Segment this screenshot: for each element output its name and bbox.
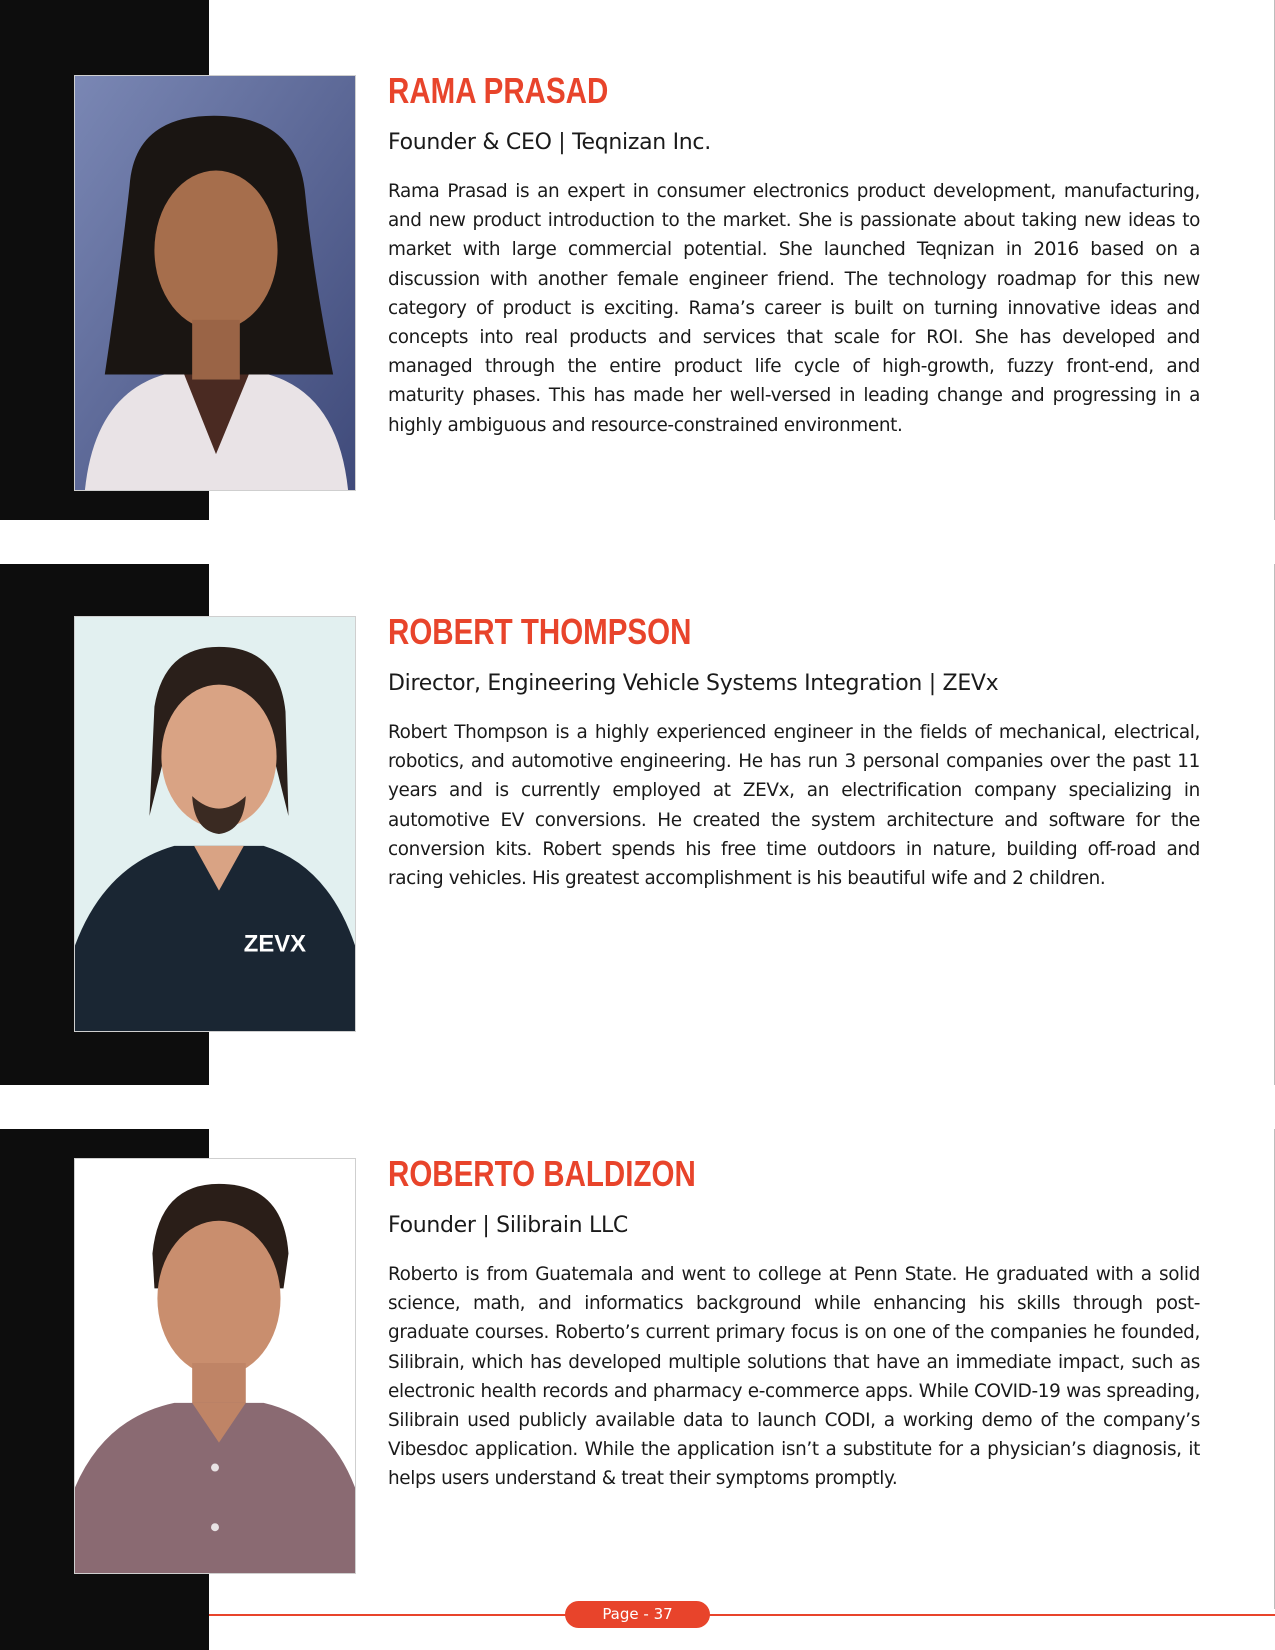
profile-title: Founder & CEO | Teqnizan Inc. bbox=[388, 130, 711, 155]
profile-name: ROBERT THOMPSON bbox=[388, 611, 692, 652]
profile-photo-roberto-baldizon bbox=[74, 1158, 356, 1574]
profile-3 bbox=[388, 1153, 1200, 1494]
profile-title: Founder | Silibrain LLC bbox=[388, 1213, 628, 1238]
profile-name: ROBERTO BALDIZON bbox=[388, 1153, 696, 1194]
profile-photo-robert-thompson bbox=[74, 616, 356, 1032]
shirt-logo: ZEVX bbox=[243, 930, 307, 958]
profile-bio: Robert Thompson is a highly experienced engineer in the fields of mechanical, electrical, robotics, and automotive engineering. He has run 3 personal companies over the past 11 years and is currently employed at ZEVx, an electrification company specializing in automotive EV conversions. He created the system architecture and software for the conversion kits. Robert spends his free time outdoors in nature, building off-road and racing vehicles. His greatest accomplishment is his beautiful wife and 2 children. bbox=[388, 722, 1200, 890]
profile-bio: Roberto is from Guatemala and went to college at Penn State. He graduated with a solid science, math, and informatics background while enhancing his skills through post-graduate courses. Roberto’s current primary focus is on one of the companies he founded, Silibrain, which has developed multiple solutions that have an immediate impact, such as electronic health records and pharmacy e-commerce apps. While COVID-19 was spreading, Silibrain used publicly available data to launch CODI, a working demo of the company’s Vibesdoc application. While the application isn’t a substitute for a physician’s diagnosis, it helps users understand & treat their symptoms promptly. bbox=[388, 1264, 1200, 1490]
profile-1 bbox=[388, 70, 1200, 440]
profile-name: RAMA PRASAD bbox=[388, 70, 609, 111]
profile-photo-rama-prasad bbox=[74, 75, 356, 491]
profile-bio: Rama Prasad is an expert in consumer electronics product development, manufacturing, and new product introduction to the market. She is passionate about taking new ideas to market with large commercial potential. She launched Teqnizan in 2016 based on a discussion with another female engineer friend. The technology roadmap for this new category of product is exciting. Rama’s career is built on turning innovative ideas and concepts into real products and services that scale for ROI. She has developed and managed through the entire product life cycle of high-growth, fuzzy front-end, and maturity phases. This has made her well-versed in leading change and progressing in a highly ambiguous and resource-constrained environment. bbox=[388, 181, 1200, 436]
profile-title: Director, Engineering Vehicle Systems Integration | ZEVx bbox=[388, 671, 999, 696]
page-number-badge: Page - 37 bbox=[565, 1601, 710, 1628]
profile-2 bbox=[388, 611, 1200, 893]
footer-rule bbox=[209, 1614, 1275, 1616]
